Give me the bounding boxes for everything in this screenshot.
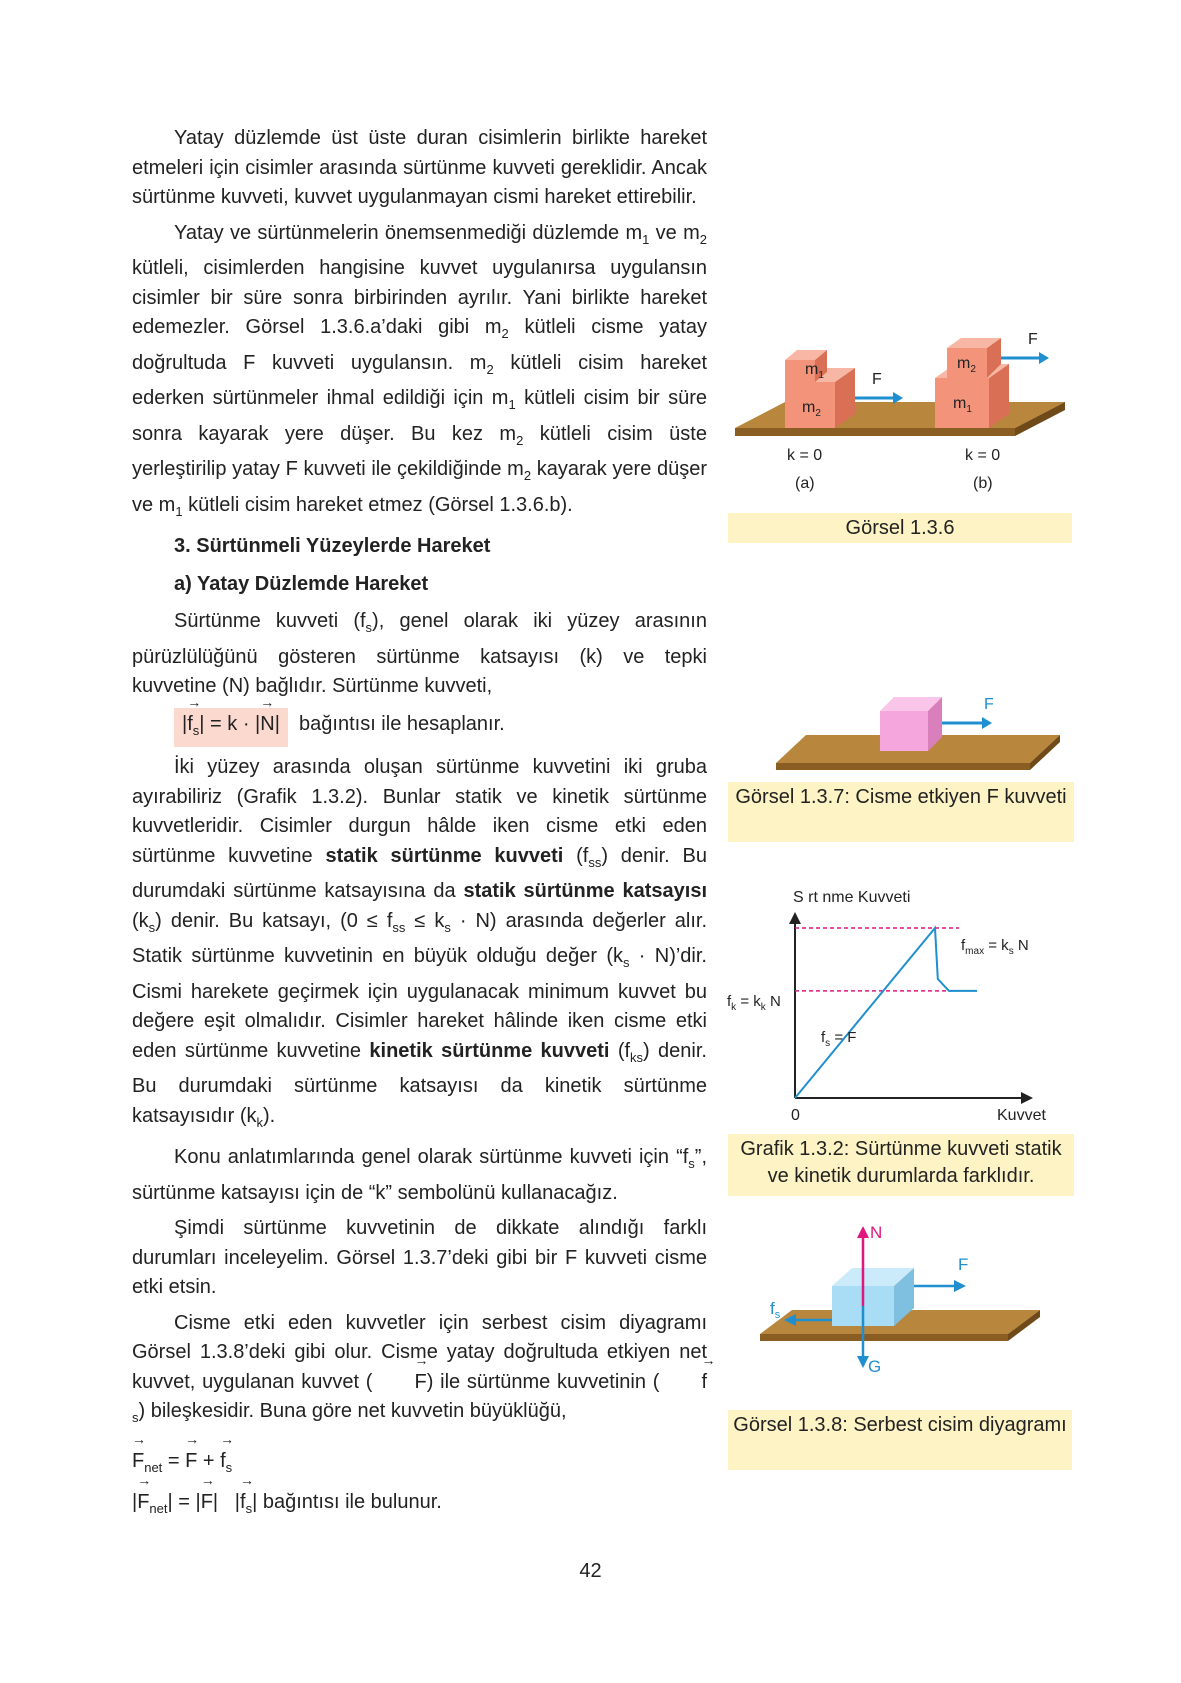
figure-1-3-6 — [725, 320, 1085, 510]
paragraph-frictionless: Yatay ve sürtünmelerin önemsenmediği düzlemde $m_1$ ve $m_2$ kütleli, cisimlerden hangisine kuvvet uygulanırsa uygulansın cisimler bir süre sonra birbirinden ayrılır. Yani birlikte hareket edemezler. Görsel 1.3.6.a’daki gibi $m_2$ kütleli cisme yatay doğrultuda F kuvveti uygulansın. $m_2$ kütleli cisim hareket ederken sürtünmeler ihmal edildiği için $m_1$ kütleli cisim bir süre sonra kayarak yere düşer. Bu kez $m_2$ kütleli cisim üste yerleştirilip yatay F kuvveti ile çekildiğinde $m_2$ kayarak yere düşer ve $m_1$ kütleli cisim hareket etmez (Görsel 1.3.6.b). — [132, 221, 708, 519]
origin-label: 0 — [791, 1107, 800, 1120]
block-pink — [880, 697, 942, 751]
caption-1-3-6: Görsel 1.3.6 — [728, 513, 1072, 543]
formula-friction: |→ $f_s| = k$ · |→ N| bağıntısı ile hesaplanır. — [132, 708, 707, 748]
caption-1-3-8: Görsel 1.3.8: Serbest cisim diyagramı — [728, 1410, 1072, 1470]
label-b-top: $m_2$ — [957, 355, 976, 375]
block-blue — [832, 1268, 914, 1326]
friction-label: $f_s$ — [770, 1299, 781, 1321]
weight-label: G — [868, 1357, 882, 1372]
normal-label: N — [870, 1223, 883, 1242]
sub-label-a: (a) — [795, 475, 815, 492]
formula-net-magnitude: |→ $F_{net}|$ = |→ F| |→ $f_s|$ bağıntısı ile bulunur. — [132, 1488, 707, 1524]
caption-grafik-1-3-2: Grafik 1.3.2: Sürtünme kuvveti statik ve kinetik durumlarda farklıdır. — [728, 1134, 1074, 1196]
chart-1-3-2 — [725, 880, 1075, 1120]
figure-1-3-8 — [740, 1222, 1060, 1372]
force-label: F — [958, 1255, 969, 1274]
fs-label: $f_s = F$ — [821, 1029, 857, 1049]
section-heading: 3. Sürtünmeli Yüzeylerde Hareket — [174, 535, 491, 557]
formula-net-force: → $F_{net}$ = → F + → $f_s$ — [132, 1447, 707, 1483]
subsection-heading: a) Yatay Düzlemde Hareket — [174, 572, 429, 595]
main-text-column — [132, 124, 707, 1530]
force-label-b: F — [1028, 331, 1038, 348]
paragraph-friction-definition: Sürtünme kuvveti $(f_s)$, genel olarak iki yüzey arasının pürüzlülüğünü gösteren sürtünme katsayısı (k) ve tepki kuvvetine (N) bağlıdır. Sürtünme kuvveti, — [132, 610, 707, 697]
force-label-a: F — [872, 371, 882, 388]
paragraph-stacked-objects: Yatay düzlemde üst üste duran cisimlerin birlikte hareket etmeleri için cisimler arasında sürtünme kuvveti gereklidir. Ancak sürtünme kuvveti, kuvvet uygulanmayan cismi hareket ettirebilir. — [132, 127, 707, 208]
ground-plank — [735, 402, 1065, 428]
force-label: F — [984, 696, 994, 713]
paragraph-static-kinetic: İki yüzey arasında oluşan sürtünme kuvvetini iki gruba ayırabiliriz (Grafik 1.3.2). Bunlar statik ve kinetik sürtünme kuvvetleridir. Cisimler durgun hâlde iken cisme etki eden sürtünme kuvvetine statik sürtünme kuvveti $(f_{ss})$ denir. Bu durumdaki sürtünme katsayısına da statik sürtünme katsayısı $(k_s)$ denir. Bu katsayı, $(0 \le f_{ss} \le k_s \cdot N)$ arasında değerler alır. Statik sürtünme kuvvetinin en büyük olduğu değer ($k_s$ · N)’dir. Cismi harekete geçirmek için uygulanacak minimum kuvvet bu değere eşit olmalıdır. Cisimler hareket hâlinde iken cisme etki eden sürtünme kuvvetine kinetik sürtünme kuvveti $(f_{ks})$ denir. Bu durumdaki sürtünme katsayısı da kinetik sürtünme katsayısıdır $(k_k)$. — [132, 756, 707, 1130]
label-a-bottom: $m_2$ — [802, 399, 821, 419]
paragraph-free-body: Cisme etki eden kuvvetler için serbest cisim diyagramı Görsel 1.3.8’deki gibi olur. Cisme yatay doğrultuda etkiyen net kuvvet, uygulanan kuvvet (→ F) ile sürtünme kuvvetinin (→ $f_s$) bileşkesidir. Buna göre net kuvvetin büyüklüğü, — [132, 1309, 707, 1433]
fk-label: $f_k = k_k$ N — [727, 993, 781, 1013]
formula-box: |→ $f_s| = k$ · |→ N| — [174, 708, 288, 748]
chart-title: S rt nme Kuvveti — [793, 889, 911, 906]
page-number: 42 — [579, 1560, 602, 1582]
caption-1-3-7: Görsel 1.3.7: Cisme etkiyen F kuvveti — [728, 782, 1074, 842]
friction-curve — [795, 928, 977, 1098]
paragraph-notation: Konu anlatımlarında genel olarak sürtünme kuvveti için “$f_s$”, sürtünme katsayısı için de “k” sembolünü kullanacağız. — [132, 1146, 707, 1204]
k-label-b: k = 0 — [965, 447, 1001, 464]
figure-1-3-7 — [770, 685, 1070, 775]
fmax-label: $f_{max} = k_s$ N — [961, 937, 1029, 957]
label-b-bottom: $m_1$ — [953, 395, 972, 415]
sub-label-b: (b) — [973, 475, 993, 492]
paragraph-cases: Şimdi sürtünme kuvvetinin de dikkate alındığı farklı durumları inceleyelim. Görsel 1.3.7’deki gibi bir F kuvveti cisme etki etsin. — [132, 1217, 707, 1298]
k-label-a: k = 0 — [787, 447, 823, 464]
x-axis-label: Kuvvet — [997, 1107, 1046, 1120]
label-a-top: $m_1$ — [805, 361, 824, 381]
